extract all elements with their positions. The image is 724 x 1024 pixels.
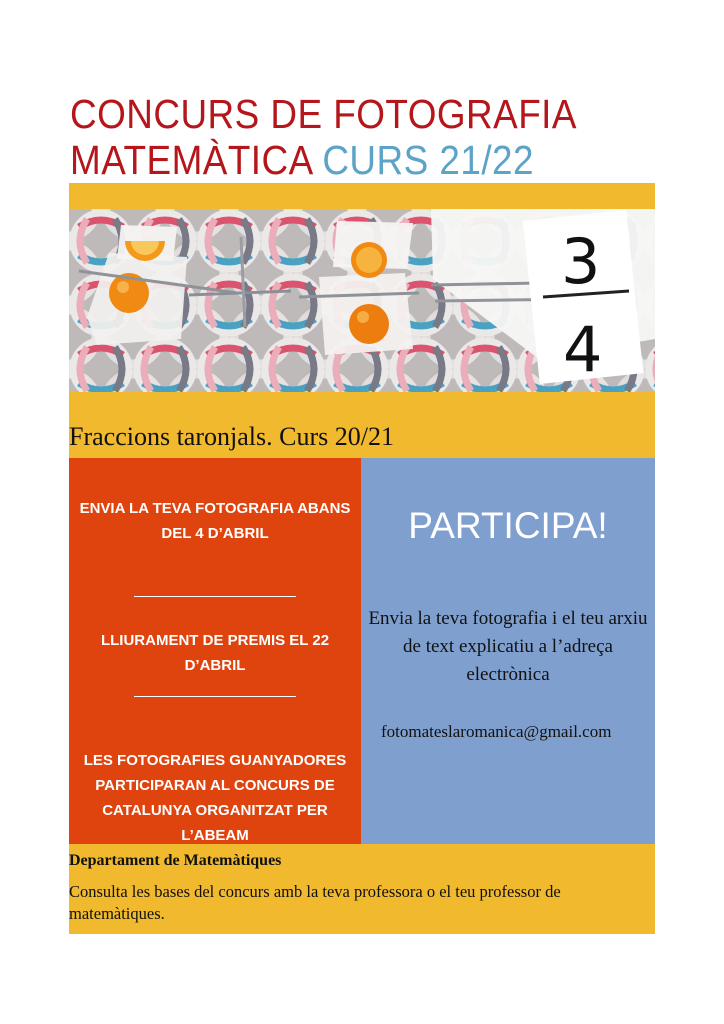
winners-info-text: LES FOTOGRAFIES GUANYADORES PARTICIPARAN AL CONCURS DE CATALUNYA ORGANITZAT PER L’ABEAM xyxy=(83,752,347,844)
deadline-text: ENVIA LA TEVA FOTOGRAFIA ABANS DEL 4 D’ABRIL xyxy=(79,500,351,542)
photo-caption: Fraccions taronjals. Curs 20/21 xyxy=(69,422,394,451)
poster-title-line1: CONCURS DE FOTOGRAFIA xyxy=(70,91,577,137)
divider xyxy=(134,696,296,697)
rules-note: Consulta les bases del concurs amb la teva professora o el teu professor de matemàtiques. xyxy=(69,882,561,923)
awards-date-text: LLIURAMENT DE PREMIS EL 22 D’ABRIL xyxy=(100,632,330,674)
divider xyxy=(134,596,296,597)
submission-instructions: Envia la teva fotografia i el teu arxiu de text explicatiu a l’adreça electrònica xyxy=(368,608,648,685)
fraction-oranges-photo xyxy=(69,209,655,392)
department-name: Departament de Matemàtiques xyxy=(69,852,282,869)
contact-email[interactable]: fotomateslaromanica@gmail.com xyxy=(381,722,612,741)
participate-headline: PARTICIPA! xyxy=(408,505,608,546)
fraction-numerator: 3 xyxy=(561,225,601,298)
poster-title-line2 xyxy=(70,138,534,182)
title-course-year: CURS 21/22 xyxy=(322,137,534,183)
fraction-denominator: 4 xyxy=(563,313,603,386)
title-matematica: MATEMÀTICA xyxy=(70,137,323,183)
